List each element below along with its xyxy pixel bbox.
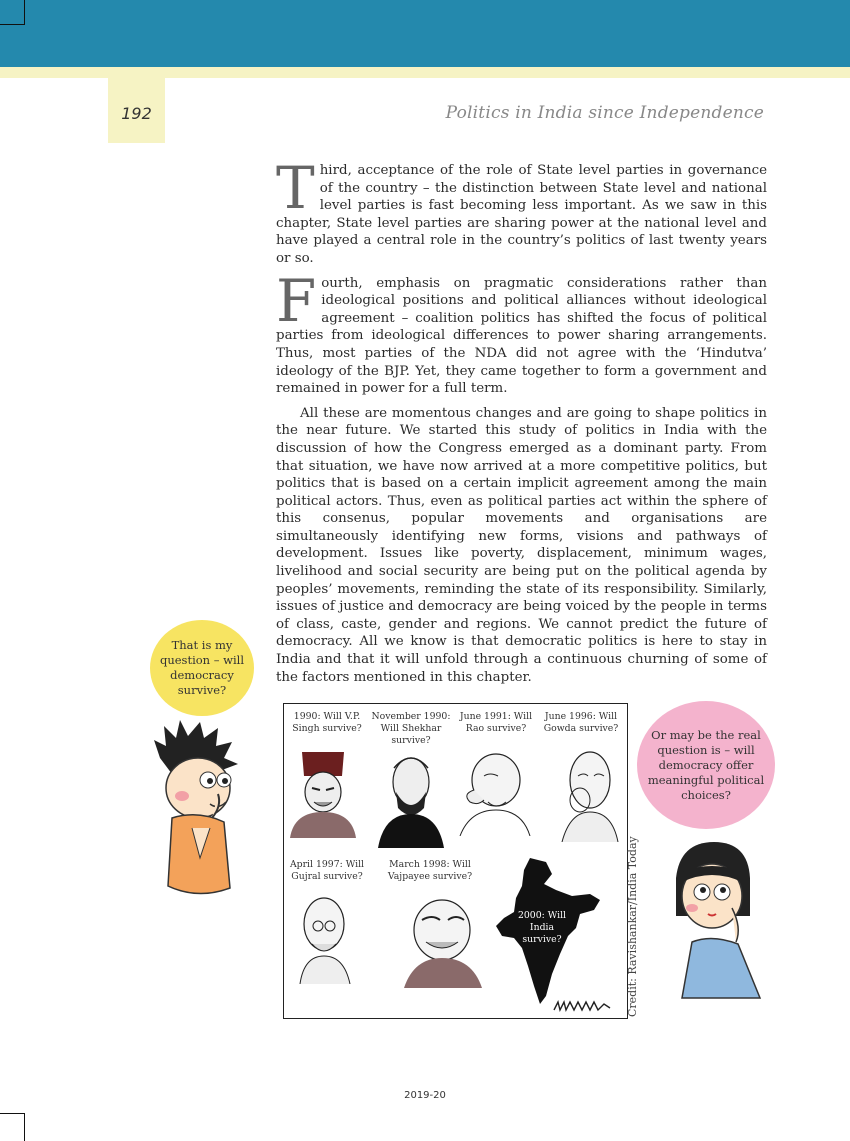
boy-illustration <box>152 718 252 903</box>
cartoon-panel <box>283 703 628 1019</box>
speech-bubble-text: Or may be the real question is – will democracy offer meaningful political choices? <box>647 727 765 802</box>
running-title: Politics in India since Independence <box>445 103 764 123</box>
speech-bubble-left <box>150 620 254 716</box>
drop-cap: F <box>276 266 317 335</box>
body-text <box>276 154 767 693</box>
cartoon-caption: March 1998: Will Vajpayee survive? <box>387 859 473 882</box>
crop-mark-bottom <box>0 1113 25 1141</box>
image-credit: Credit: Ravishankar/India Today <box>626 836 639 1017</box>
caricature-deve-gowda <box>556 742 622 842</box>
caricature-chandra-shekhar <box>376 748 446 848</box>
caricature-narasimha-rao <box>454 744 534 836</box>
crop-mark-top <box>0 0 25 25</box>
artist-signature <box>552 998 612 1014</box>
paragraph-fourth <box>276 266 767 398</box>
speech-bubble-text: That is my question – will democracy survive? <box>159 638 245 697</box>
paragraph-conclusion: All these are momentous changes and are going to shape politics in the near future. We started this study of politics in India with the discussion of how the Congress emerged as a dominant party. From that situation, we have now arrived at a more competitive politics, but politics that is based on a certain implicit agreement among the main political actors. Thus, even as political parties act within the sphere of this consenus, popular movements and organisations are simultaneously identifying new forms, visions and pathways of development. Issues like poverty, displacement, minimum wages, livelihood and social security are being put on the political agenda by peoples’ movements, reminding the state of its responsibility. Similarly, issues of justice and democracy are being voiced by the people in terms of class, caste, gender and regions. We cannot predict the future of democracy. All we know is that democratic politics is here to stay in India and that it will unfold through a continuous churning of some of the factors mentioned in this chapter. <box>276 405 767 685</box>
map-caption: 2000: Will India survive? <box>517 910 567 945</box>
caricature-gujral <box>290 894 360 984</box>
header-strip <box>0 67 850 78</box>
cartoon-caption: June 1991: Will Rao survive? <box>459 711 533 734</box>
paragraph-text: ourth, emphasis on pragmatic considerations rather than ideological positions and political alliances without ideological agreement – coalition politics has shifted the focus of political parties from ideological differences to power sharing arrangements. Thus, most parties of the NDA did not agree with the ‘Hindutva’ ideology of the BJP. Yet, they came together to form a government and remained in power for a full term. <box>276 275 767 397</box>
paragraph-text: hird, acceptance of the role of State level parties in governance of the country – the distinction between State level and national level parties is fast becoming less important. As we saw in this chapter, State level parties are sharing power at the national level and have played a central role in the country’s politics of last twenty years or so. <box>276 163 767 266</box>
cartoon-caption: April 1997: Will Gujral survive? <box>289 859 365 882</box>
cartoon-caption: 1990: Will V.P. Singh survive? <box>292 711 362 734</box>
drop-cap: T <box>276 154 315 222</box>
cartoon-caption: November 1990: Will Shekhar survive? <box>371 711 451 746</box>
paragraph-third <box>276 154 767 268</box>
footer-year: 2019-20 <box>404 1090 446 1101</box>
cartoon-caption: June 1996: Will Gowda survive? <box>543 711 619 734</box>
speech-bubble-right <box>637 701 775 829</box>
caricature-vp-singh <box>288 748 358 838</box>
girl-illustration <box>662 838 766 1003</box>
caricature-vajpayee <box>396 892 488 988</box>
page-number: 192 <box>121 104 152 123</box>
header-band <box>0 0 850 67</box>
